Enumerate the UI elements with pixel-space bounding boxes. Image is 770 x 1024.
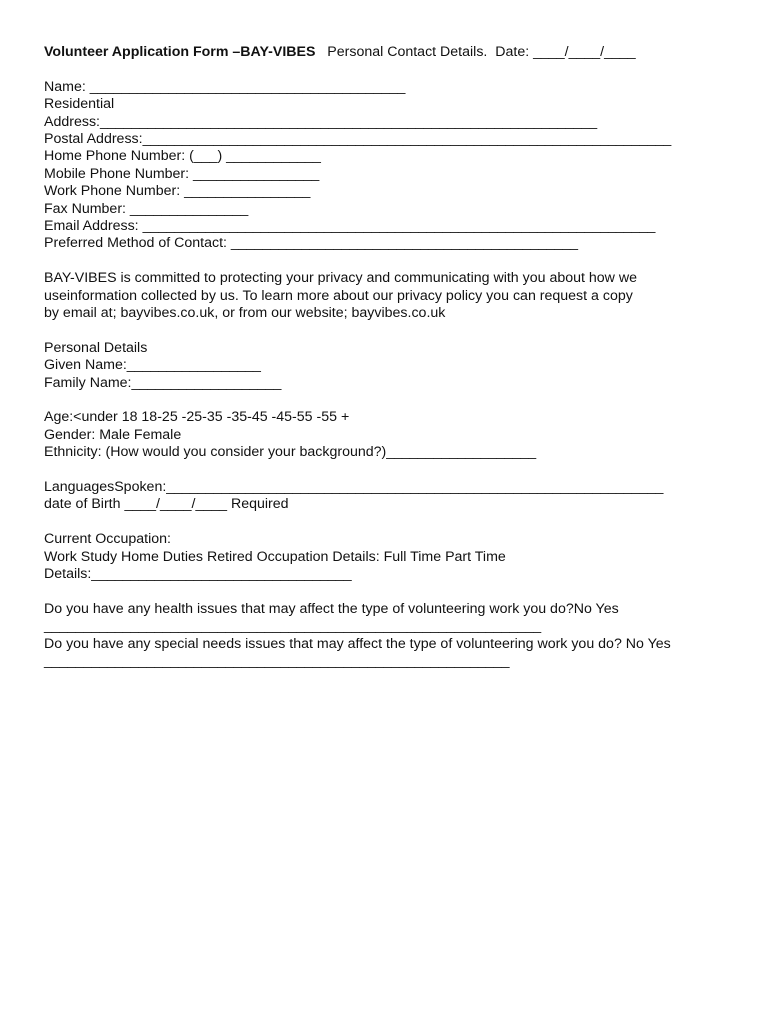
email-field[interactable]: Email Address: _________________________________________________________________ [44, 218, 656, 235]
residential-label: Residential [44, 96, 115, 113]
form-subtitle: Personal Contact Details. Date: ____/____/____ [315, 44, 636, 60]
preferred-contact-field[interactable]: Preferred Method of Contact: ____________________________________________ [44, 235, 579, 252]
spacer [44, 61, 744, 78]
age-options[interactable]: Age:<under 18 18-25 -25-35 -35-45 -45-55 -55 + [44, 409, 350, 426]
gender-options[interactable]: Gender: Male Female [44, 426, 182, 443]
name-field[interactable]: Name: ________________________________________ [44, 78, 406, 95]
languages-field[interactable]: LanguagesSpoken:_______________________________________________________________ [44, 479, 664, 496]
spacer [44, 322, 744, 339]
spacer [44, 514, 744, 531]
spacer [44, 253, 744, 270]
special-needs-question[interactable]: Do you have any special needs issues that may affect the type of volunteering work you do? No Yes [44, 635, 671, 652]
date-of-birth-field[interactable]: date of Birth ____/____/____ Required [44, 496, 289, 513]
postal-address-field[interactable]: Postal Address:___________________________________________________________________ [44, 131, 672, 148]
form-page [44, 44, 744, 671]
privacy-line: by email at; bayvibes.co.uk, or from our website; bayvibes.co.uk [44, 305, 446, 322]
occupation-heading: Current Occupation: [44, 531, 171, 548]
occupation-section [44, 531, 744, 583]
personal-details-section [44, 340, 744, 392]
ethnicity-field[interactable]: Ethnicity: (How would you consider your background?)___________________ [44, 444, 537, 461]
spacer [44, 392, 744, 409]
spacer [44, 584, 744, 601]
mobile-phone-field[interactable]: Mobile Phone Number: ________________ [44, 165, 320, 182]
demographics-section [44, 409, 744, 461]
form-title: Volunteer Application Form –BAY-VIBES [44, 44, 316, 60]
home-phone-field[interactable]: Home Phone Number: (___) ____________ [44, 148, 321, 165]
health-answer-line[interactable]: _______________________________________________________________ [44, 618, 542, 635]
contact-section [44, 79, 744, 253]
family-name-field[interactable]: Family Name:___________________ [44, 374, 282, 391]
privacy-line: BAY-VIBES is committed to protecting your privacy and communicating with you about how we [44, 270, 638, 287]
occupation-details-field[interactable]: Details:_________________________________ [44, 566, 352, 583]
privacy-line: useinformation collected by us. To learn more about our privacy policy you can request a copy [44, 287, 633, 304]
privacy-notice [44, 270, 744, 322]
health-question[interactable]: Do you have any health issues that may affect the type of volunteering work you do?No Yes [44, 600, 619, 617]
special-needs-answer-line[interactable]: ___________________________________________________________ [44, 653, 510, 670]
work-phone-field[interactable]: Work Phone Number: ________________ [44, 183, 311, 200]
given-name-field[interactable]: Given Name:_________________ [44, 357, 261, 374]
health-section [44, 601, 744, 671]
spacer [44, 462, 744, 479]
personal-details-heading: Personal Details [44, 339, 148, 356]
form-header [44, 44, 744, 61]
occupation-options[interactable]: Work Study Home Duties Retired Occupation Details: Full Time Part Time [44, 548, 506, 565]
fax-field[interactable]: Fax Number: _______________ [44, 200, 249, 217]
address-field[interactable]: Address:_______________________________________________________________ [44, 113, 598, 130]
languages-section [44, 479, 744, 514]
